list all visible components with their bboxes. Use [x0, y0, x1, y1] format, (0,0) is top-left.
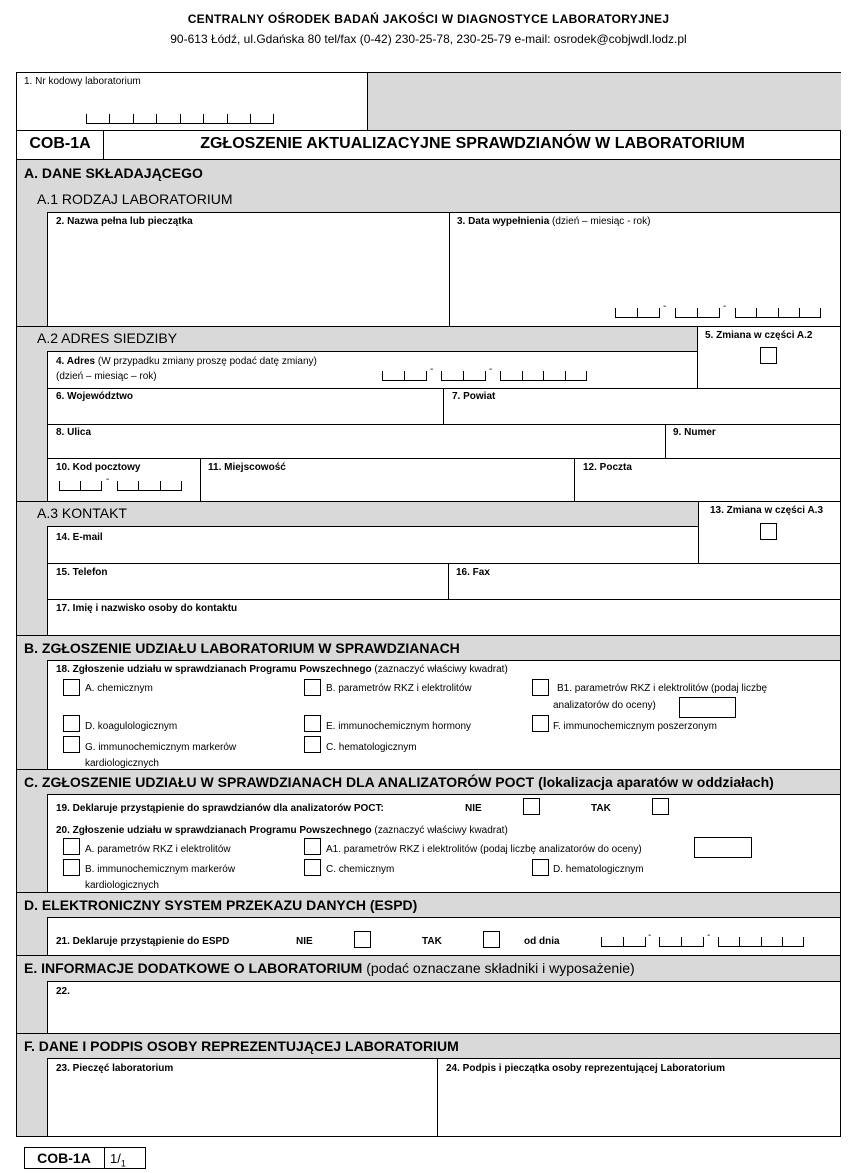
footer-page: $1/_1$: [110, 1151, 126, 1169]
a2-title: A.2 ADRES SIEDZIBY: [37, 330, 178, 346]
b-option-e-checkbox[interactable]: [304, 715, 321, 732]
field-12-label: 12. Poczta: [583, 462, 632, 473]
c-option-a-label: A. parametrów RKZ i elektrolitów: [85, 844, 231, 855]
field-1-label: 1. Nr kodowy laboratorium: [24, 76, 141, 87]
od-dnia-label: od dnia: [524, 936, 560, 947]
lab-name-input[interactable]: [49, 230, 447, 325]
fields-15-16: [47, 563, 841, 600]
field-15-label: 15. Telefon: [56, 567, 108, 578]
b-option-d-checkbox[interactable]: [63, 715, 80, 732]
field-14-cell: [47, 526, 699, 564]
field-22-cell[interactable]: [47, 981, 841, 1034]
field-10-label: 10. Kod pocztowy: [56, 462, 141, 473]
b-option-f-label: F. immunochemicznym poszerzonym: [553, 721, 717, 732]
address-day-input[interactable]: [382, 369, 427, 381]
field-7-label: 7. Powiat: [452, 391, 496, 402]
fill-day-input[interactable]: [615, 306, 660, 318]
b-option-b-label: B. parametrów RKZ i elektrolitów: [326, 683, 472, 694]
c-option-b-label-2: kardiologicznych: [85, 880, 159, 891]
fill-year-input[interactable]: [735, 306, 821, 318]
postal-code-part1[interactable]: [59, 479, 102, 491]
organization-address: 90-613 Łódź, ul.Gdańska 80 tel/fax (0-42) 230-25-78, 230-25-79 e-mail: osrodek@cobjwdl.lodz.pl: [170, 32, 687, 46]
b-option-a-label: A. chemicznym: [85, 683, 153, 694]
field-11-label: 11. Miejscowość: [208, 462, 286, 473]
c-option-b-checkbox[interactable]: [63, 859, 80, 876]
field-5-label: 5. Zmiana w części A.2: [705, 330, 813, 341]
left-margin-f: [16, 1058, 48, 1137]
b-option-a-checkbox[interactable]: [63, 679, 80, 696]
field-9-label: 9. Numer: [673, 427, 716, 438]
c-option-c-label: C. chemicznym: [326, 864, 395, 875]
organization-name: CENTRALNY OŚRODEK BADAŃ JAKOŚCI W DIAGNOSTYCE LABORATORYJNEJ: [187, 12, 670, 26]
left-margin-c: [16, 794, 48, 893]
b-option-b1-label: B1. parametrów RKZ i elektrolitów (podaj liczbę: [557, 683, 768, 694]
left-margin-d: [16, 917, 48, 956]
espd-tak-label: TAK: [422, 936, 442, 947]
fields-8-9: [47, 424, 841, 459]
field-22-label: 22.: [56, 986, 70, 997]
field-16-label: 16. Fax: [456, 567, 490, 578]
b1-analyzer-count-input[interactable]: [679, 697, 736, 718]
c-option-d-checkbox[interactable]: [532, 859, 549, 876]
left-margin-e: [16, 981, 48, 1034]
left-margin: [16, 212, 48, 636]
field-19-label: 19. Deklaruje przystąpienie do sprawdzianów dla analizatorów POCT:: [56, 803, 384, 814]
address-year-input[interactable]: [500, 369, 587, 381]
b-option-b1-checkbox[interactable]: [532, 679, 549, 696]
lab-code-input[interactable]: [86, 112, 274, 124]
field-2-label: 2. Nazwa pełna lub pieczątka: [56, 216, 193, 227]
change-a3-checkbox[interactable]: [760, 523, 777, 540]
change-a2-checkbox[interactable]: [760, 347, 777, 364]
espd-nie-checkbox[interactable]: [354, 931, 371, 948]
b-option-f-checkbox[interactable]: [532, 715, 549, 732]
field-13-label: 13. Zmiana w części A.3: [710, 505, 824, 516]
espd-nie-label: NIE: [296, 936, 313, 947]
c-option-d-label: D. hematologicznym: [553, 864, 644, 875]
field-23-label: 23. Pieczęć laboratorium: [56, 1063, 174, 1074]
field-8-label: 8. Ulica: [56, 427, 92, 438]
section-a-title: A. DANE SKŁADAJĄCEGO: [24, 165, 203, 181]
espd-tak-checkbox[interactable]: [483, 931, 500, 948]
section-e-title: E. INFORMACJE DODATKOWE O LABORATORIUM (podać oznaczane składniki i wyposażenie): [24, 960, 635, 976]
section-f-title: F. DANE I PODPIS OSOBY REPREZENTUJĄCEJ LABORATORIUM: [24, 1038, 459, 1054]
section-d-title: D. ELEKTRONICZNY SYSTEM PRZEKAZU DANYCH (ESPD): [24, 897, 418, 913]
fields-6-7: [47, 388, 841, 425]
c-option-a1-label: A1. parametrów RKZ i elektrolitów (podaj liczbę analizatorów do oceny): [326, 844, 642, 855]
a1-title: A.1 RODZAJ LABORATORIUM: [37, 191, 233, 207]
field-6-label: 6. Województwo: [56, 391, 134, 402]
b-option-d-label: D. koagulologicznym: [85, 721, 178, 732]
form-code: COB-1A: [29, 135, 91, 152]
b-option-e-label: E. immunochemicznym hormony: [326, 721, 472, 732]
section-c-title: C. ZGŁOSZENIE UDZIAŁU W SPRAWDZIANACH DLA ANALIZATORÓW POCT (lokalizacja aparatów w oddziałach): [24, 774, 774, 790]
espd-year-input[interactable]: [718, 935, 804, 947]
b-option-b-checkbox[interactable]: [304, 679, 321, 696]
field-24-label: 24. Podpis i pieczątka osoby reprezentującej Laboratorium: [446, 1063, 725, 1074]
field-4-label-2: (dzień – miesiąc – rok): [56, 371, 157, 382]
espd-day-input[interactable]: [601, 935, 646, 947]
b-option-g-label-2: kardiologicznych: [85, 758, 159, 769]
fill-month-input[interactable]: [675, 306, 720, 318]
b-option-g-label: G. immunochemicznym markerów: [85, 742, 237, 753]
field-3-label: 3. Data wypełnienia (dzień – miesiąc - rok): [457, 216, 651, 227]
field-17-label: 17. Imię i nazwisko osoby do kontaktu: [56, 603, 238, 614]
field-18-label: 18. Zgłoszenie udziału w sprawdzianach Programu Powszechnego (zaznaczyć właściwy kwadrat): [56, 664, 508, 675]
a1-analyzer-count-input[interactable]: [694, 837, 752, 858]
c-option-a1-checkbox[interactable]: [304, 838, 321, 855]
b-option-c-checkbox[interactable]: [304, 736, 321, 753]
b-option-b1-label-2: analizatorów do oceny): [553, 700, 656, 711]
a3-title: A.3 KONTAKT: [37, 505, 127, 521]
c-option-b-label: B. immunochemicznym markerów: [85, 864, 236, 875]
espd-month-input[interactable]: [659, 935, 704, 947]
footer-code: COB-1A: [37, 1150, 91, 1166]
poct-nie-checkbox[interactable]: [523, 798, 540, 815]
c-option-a-checkbox[interactable]: [63, 838, 80, 855]
address-month-input[interactable]: [441, 369, 486, 381]
field-14-label: 14. E-mail: [56, 532, 103, 543]
field-4-label: 4. Adres (W przypadku zmiany proszę podać datę zmiany): [56, 356, 317, 367]
postal-code-part2[interactable]: [117, 479, 182, 491]
poct-tak-label: TAK: [591, 803, 611, 814]
b-option-c-label: C. hematologicznym: [326, 742, 417, 753]
left-margin-b: [16, 660, 48, 770]
grey-filler: [367, 73, 841, 130]
section-b-title: B. ZGŁOSZENIE UDZIAŁU LABORATORIUM W SPRAWDZIANACH: [24, 640, 460, 656]
poct-nie-label: NIE: [465, 803, 482, 814]
poct-tak-checkbox[interactable]: [652, 798, 669, 815]
b-option-g-checkbox[interactable]: [63, 736, 80, 753]
field-20-label: 20. Zgłoszenie udziału w sprawdzianach Programu Powszechnego (zaznaczyć właściwy kwadrat): [56, 825, 508, 836]
form-title: ZGŁOSZENIE AKTUALIZACYJNE SPRAWDZIANÓW W LABORATORIUM: [200, 135, 745, 152]
c-option-c-checkbox[interactable]: [304, 859, 321, 876]
field-21-label: 21. Deklaruje przystąpienie do ESPD: [56, 936, 230, 947]
